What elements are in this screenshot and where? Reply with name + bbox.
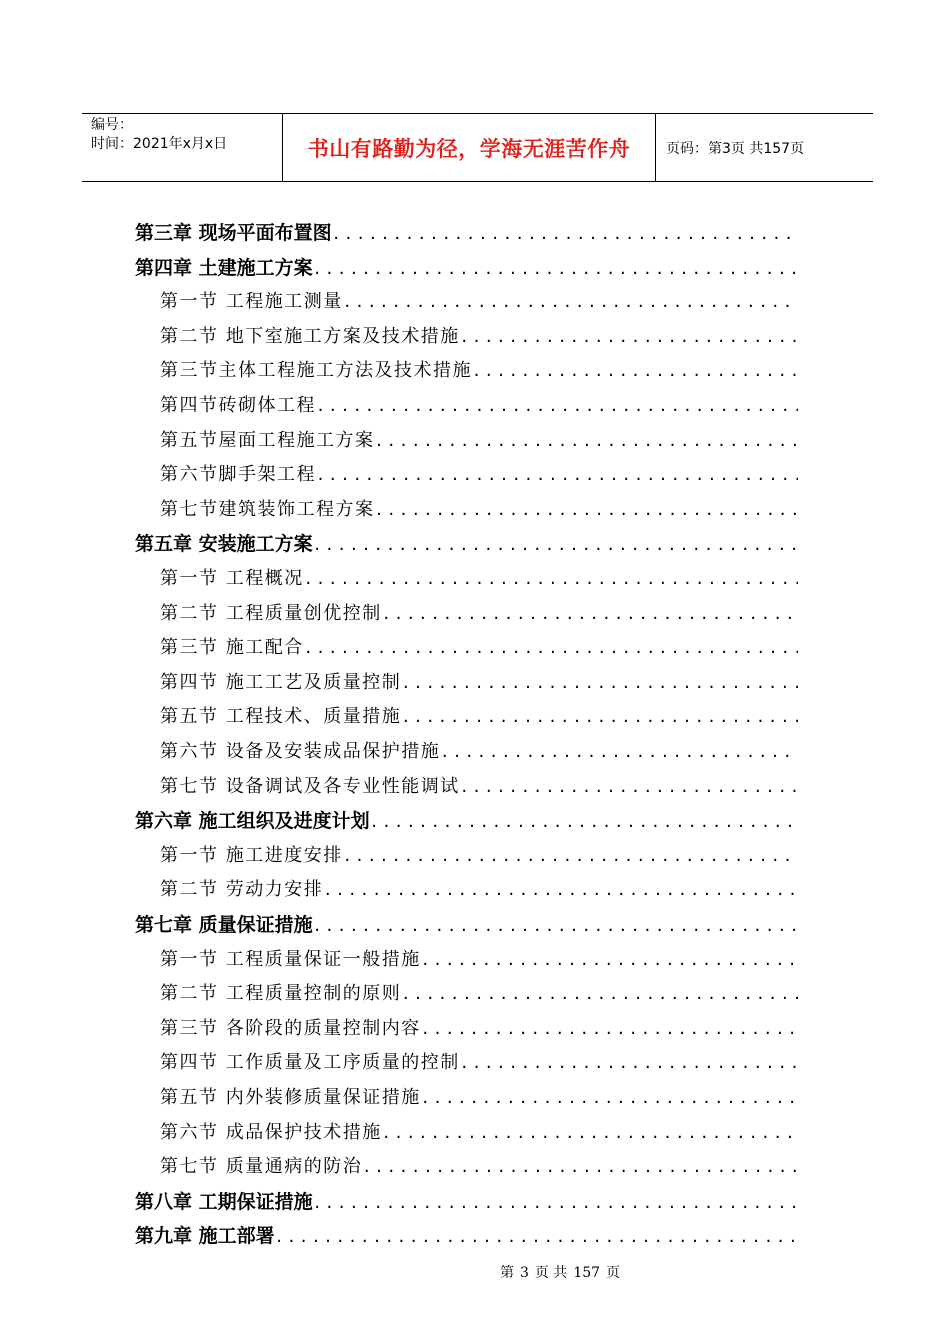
toc-section-entry[interactable]: [160, 1083, 798, 1113]
toc-section-entry[interactable]: [160, 1118, 798, 1148]
toc-entry-label: 第四节 施工工艺及质量控制: [160, 671, 402, 693]
toc-dot-leader: [401, 668, 798, 698]
footer-suffix: 页: [606, 1265, 621, 1281]
toc-dot-leader: [313, 1188, 798, 1217]
toc-section-entry[interactable]: [160, 287, 798, 317]
toc-entry-label: 第四节 工作质量及工序质量的控制: [160, 1052, 460, 1074]
toc-section-entry[interactable]: [160, 460, 798, 490]
toc-chapter-entry[interactable]: [135, 529, 798, 559]
toc-entry-label: 第一节 工程质量保证一般措施: [160, 948, 421, 970]
toc-chapter-entry[interactable]: [135, 253, 798, 283]
toc-section-entry[interactable]: [160, 1048, 798, 1078]
toc-entry-label: 第七节 质量通病的防治: [160, 1156, 363, 1178]
toc-dot-leader: [323, 875, 798, 905]
footer-page-number: 3: [519, 1265, 529, 1281]
toc-dot-leader: [382, 599, 798, 629]
toc-section-entry[interactable]: [160, 356, 798, 386]
toc-section-entry[interactable]: [160, 772, 798, 802]
toc-entry-label: 第四章 土建施工方案: [135, 256, 313, 279]
toc-entry-label: 第六章 施工组织及进度计划: [135, 810, 370, 833]
toc-entry-label: 第六节脚手架工程: [160, 464, 316, 486]
toc-section-entry[interactable]: [160, 633, 798, 663]
toc-entry-label: 第九章 施工部署: [135, 1225, 275, 1248]
footer-prefix: 第: [499, 1265, 514, 1281]
toc-section-entry[interactable]: [160, 599, 798, 629]
toc-dot-leader: [370, 807, 798, 836]
toc-dot-leader: [421, 1014, 798, 1044]
toc-section-entry[interactable]: [160, 737, 798, 767]
toc-dot-leader: [343, 841, 798, 871]
toc-entry-label: 第三节 各阶段的质量控制内容: [160, 1017, 421, 1039]
toc-dot-leader: [275, 1222, 798, 1251]
toc-section-entry[interactable]: [160, 495, 798, 525]
toc-dot-leader: [401, 979, 798, 1009]
toc-section-entry[interactable]: [160, 945, 798, 975]
toc-dot-leader: [421, 1083, 798, 1113]
toc-dot-leader: [316, 391, 798, 421]
toc-entry-label: 第五章 安装施工方案: [135, 533, 313, 556]
toc-entry-label: 第四节砖砌体工程: [160, 395, 316, 416]
toc-section-entry[interactable]: [160, 875, 798, 905]
toc-dot-leader: [362, 1152, 798, 1182]
toc-dot-leader: [440, 737, 798, 767]
toc-entry-label: 第一节 施工进度安排: [160, 844, 343, 866]
toc-entry-label: 第五节 内外装修质量保证措施: [160, 1087, 421, 1108]
header-page-info: 页码：第3页 共157页: [666, 140, 805, 157]
toc-dot-leader: [304, 564, 798, 594]
footer-total-pages: 157: [573, 1265, 601, 1281]
toc-entry-label: 第一节 工程概况: [160, 568, 304, 589]
toc-dot-leader: [375, 426, 799, 456]
toc-entry-label: 第八章 工期保证措施: [135, 1190, 313, 1213]
toc-entry-label: 第二节 劳动力安排: [160, 879, 324, 901]
toc-dot-leader: [313, 911, 798, 940]
toc-entry-label: 第三节主体工程施工方法及技术措施: [160, 360, 472, 382]
toc-entry-label: 第二节 工程质量创优控制: [160, 602, 382, 624]
toc-dot-leader: [460, 772, 798, 802]
toc-entry-label: 第二节 地下室施工方案及技术措施: [160, 325, 460, 347]
toc-dot-leader: [421, 945, 798, 975]
toc-entry-label: 第七节建筑装饰工程方案: [160, 498, 375, 520]
toc-entry-label: 第二节 工程质量控制的原则: [160, 983, 402, 1005]
toc-dot-leader: [472, 356, 798, 386]
toc-entry-label: 第七节 设备调试及各专业性能调试: [160, 775, 460, 797]
toc-section-entry[interactable]: [160, 979, 798, 1009]
page-header: [82, 113, 873, 182]
toc-chapter-entry[interactable]: [135, 218, 798, 248]
toc-dot-leader: [316, 460, 798, 490]
footer-mid: 页 共: [534, 1265, 568, 1281]
toc-entry-label: 第五节屋面工程施工方案: [160, 429, 375, 451]
toc-entry-label: 第六节 设备及安装成品保护措施: [160, 741, 441, 762]
toc-entry-label: 第三节 施工配合: [160, 637, 304, 659]
toc-dot-leader: [375, 495, 799, 525]
toc-section-entry[interactable]: [160, 1014, 798, 1044]
toc-chapter-entry[interactable]: [135, 910, 798, 940]
header-motto: 书山有路勤为径，学海无涯苦作舟: [283, 114, 656, 181]
toc-dot-leader: [460, 322, 798, 352]
toc-section-entry[interactable]: [160, 1152, 798, 1182]
toc-chapter-entry[interactable]: [135, 1221, 798, 1251]
toc-entry-label: 第三章 现场平面布置图: [135, 222, 332, 244]
toc-dot-leader: [332, 219, 798, 248]
toc-entry-label: 第六节 成品保护技术措施: [160, 1121, 382, 1143]
toc-section-entry[interactable]: [160, 668, 798, 698]
toc-section-entry[interactable]: [160, 426, 798, 456]
toc-dot-leader: [382, 1118, 798, 1148]
document-number-label: 编号：: [91, 117, 133, 133]
toc-dot-leader: [313, 254, 798, 283]
toc-dot-leader: [343, 287, 798, 317]
toc-section-entry[interactable]: [160, 322, 798, 352]
page-footer: [85, 1262, 950, 1282]
toc-entry-label: 第七章 质量保证措施: [135, 914, 313, 936]
toc-section-entry[interactable]: [160, 564, 798, 594]
toc-dot-leader: [304, 633, 798, 663]
header-meta: [82, 114, 283, 181]
toc-section-entry[interactable]: [160, 841, 798, 871]
toc-dot-leader: [401, 702, 798, 732]
toc-chapter-entry[interactable]: [135, 806, 798, 836]
toc-section-entry[interactable]: [160, 391, 798, 421]
toc-section-entry[interactable]: [160, 702, 798, 732]
document-time-label: 时间：2021年x月x日: [91, 136, 228, 152]
toc-chapter-entry[interactable]: [135, 1187, 798, 1217]
toc-dot-leader: [313, 530, 798, 559]
toc-entry-label: 第五节 工程技术、质量措施: [160, 706, 402, 728]
toc-dot-leader: [460, 1048, 798, 1078]
toc-entry-label: 第一节 工程施工测量: [160, 291, 343, 313]
